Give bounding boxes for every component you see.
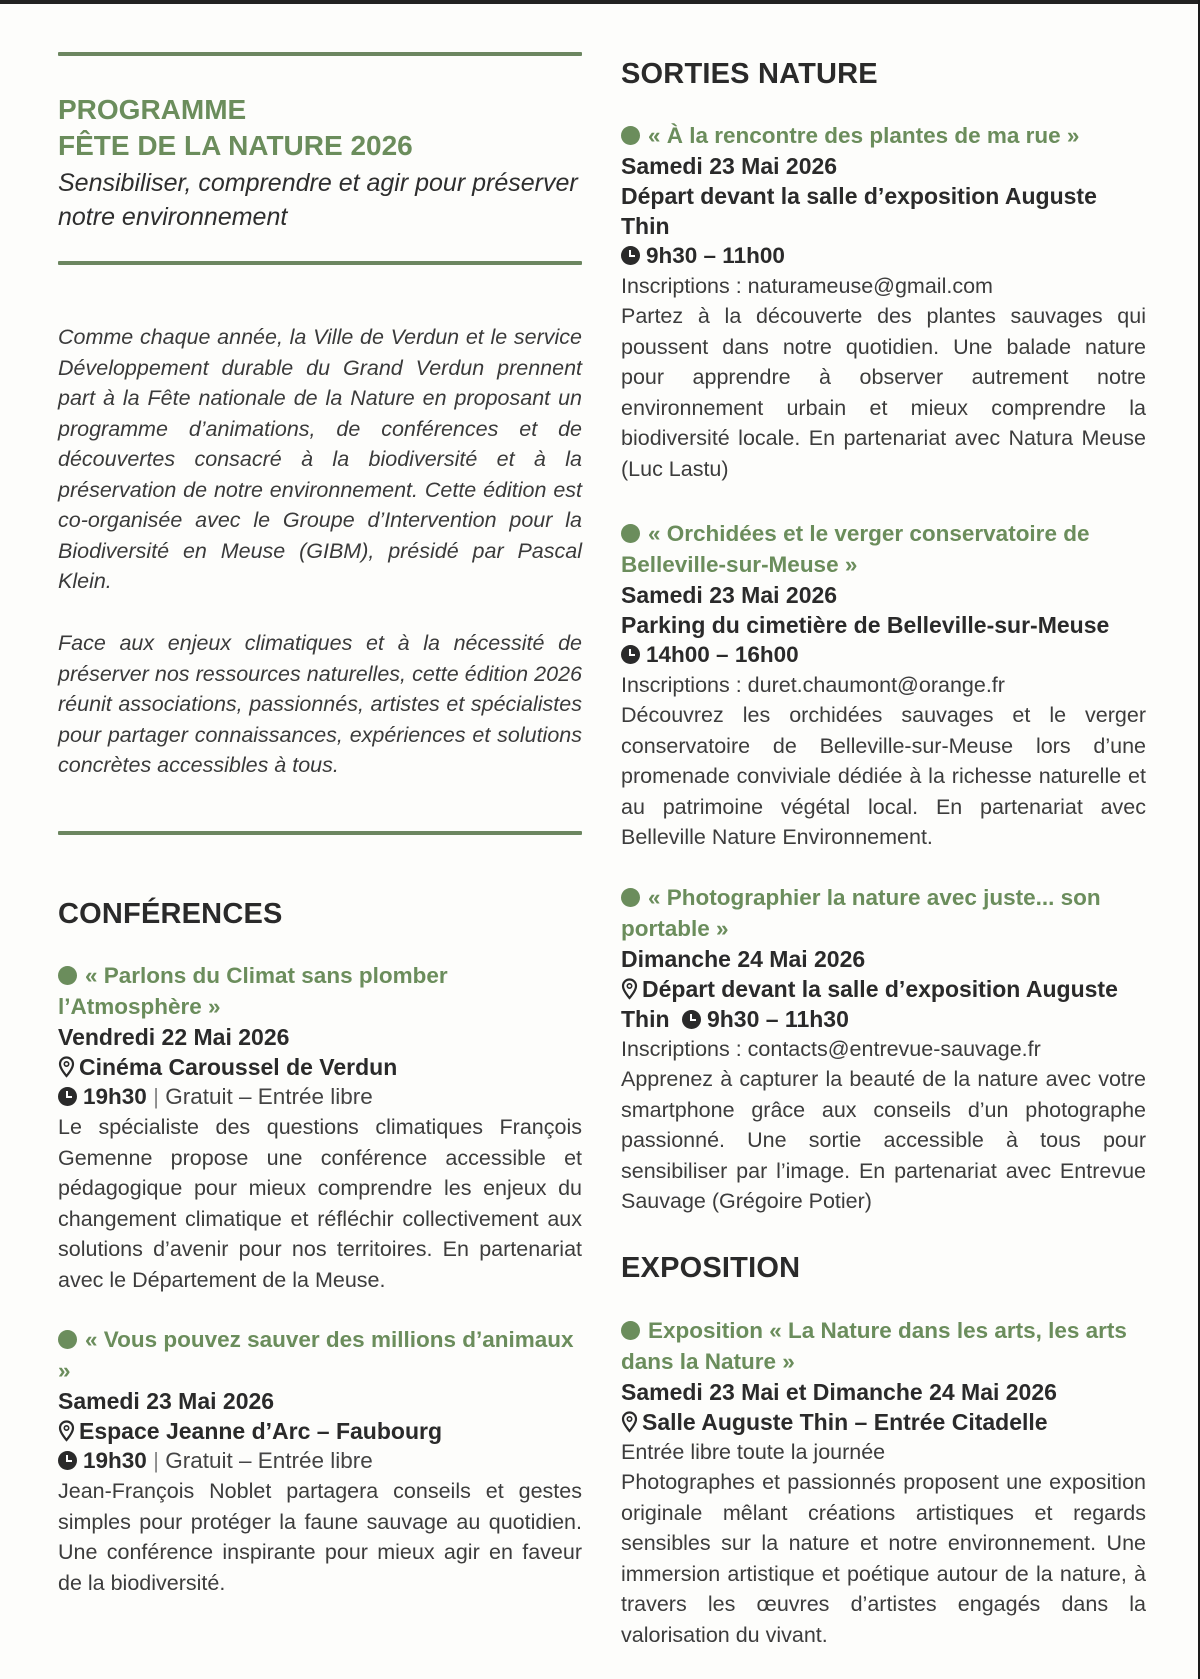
top-divider (58, 52, 582, 56)
event-title: « Orchidées et le verger conservatoire de Belleville-sur-Meuse » (621, 521, 1090, 577)
program-title-line1: PROGRAMME (58, 94, 247, 125)
event-title: « Vous pouvez sauver des millions d’animaux » (58, 1327, 574, 1383)
event-time-row (58, 1082, 582, 1112)
separator: | (153, 1448, 159, 1473)
conference-item (58, 960, 582, 1295)
location-pin-icon (58, 1056, 75, 1078)
outing-item (621, 518, 1146, 853)
outing-item (621, 882, 1146, 1217)
event-description: Photographes et passionnés proposent une exposition originale mêlant créations artistiques et regards sensibles sur la nature et notre environnement. Une immersion artistique et poétique autour de la nature, à travers les œuvres d’artistes engagés dans la valorisation du vivant. (621, 1470, 1146, 1647)
event-price: Gratuit – Entrée libre (165, 1084, 373, 1109)
event-description: Apprenez à capturer la beauté de la nature avec votre smartphone grâce aux conseils d’un photographe passionné. Une sortie accessible à tous pour sensibiliser par l’image. En partenariat avec Entrevue Sauvage (Grégoire Potier) (621, 1067, 1146, 1213)
program-title-line2: FÊTE DE LA NATURE 2026 (58, 130, 413, 161)
event-date: Samedi 23 Mai 2026 (621, 153, 838, 179)
location-pin-icon (621, 1411, 638, 1433)
intro-divider (58, 831, 582, 835)
separator: | (153, 1084, 159, 1109)
event-date: Samedi 23 Mai 2026 (58, 1388, 275, 1414)
event-place: Salle Auguste Thin – Entrée Citadelle (621, 1407, 1146, 1437)
event-date: Vendredi 22 Mai 2026 (58, 1024, 290, 1050)
location-pin-icon (621, 978, 638, 1000)
event-date: Samedi 23 Mai 2026 (621, 582, 838, 608)
event-title: « À la rencontre des plantes de ma rue » (621, 120, 1146, 151)
program-subtitle: Sensibiliser, comprendre et agir pour préserver notre environnement (58, 169, 578, 231)
clock-icon (58, 1451, 77, 1470)
event-time: 9h30 – 11h00 (646, 243, 785, 268)
event-time-row (58, 1446, 582, 1476)
event-time: 19h30 (83, 1084, 147, 1109)
event-place: Départ devant la salle d’exposition Auguste Thin (621, 976, 1118, 1032)
event-time: 14h00 – 16h00 (646, 642, 799, 667)
event-description: Le spécialiste des questions climatiques François Gemenne propose une conférence accessible et pédagogique pour mieux comprendre les enjeux du changement climatique et réfléchir collectivement aux solutions d’avenir pour nos territoires. En partenariat avec le Département de la Meuse. (58, 1115, 582, 1292)
sorties-nature-heading: SORTIES NATURE (621, 58, 878, 90)
event-registration: Inscriptions : contacts@entrevue-sauvage.fr (621, 1037, 1041, 1061)
event-place: Cinéma Caroussel de Verdun (58, 1052, 582, 1082)
clock-icon (621, 246, 640, 265)
conferences-heading: CONFÉRENCES (58, 898, 283, 930)
clock-icon (621, 645, 640, 664)
bullet-dot-icon (621, 126, 640, 145)
event-description: Jean-François Noblet partagera conseils et gestes simples pour protéger la faune sauvage au quotidien. Une conférence inspirante pour mieux agir en faveur de la biodiversité. (58, 1479, 582, 1595)
event-date: Samedi 23 Mai et Dimanche 24 Mai 2026 (621, 1379, 1057, 1405)
event-title: « Parlons du Climat sans plomber l’Atmosphère » (58, 963, 448, 1019)
event-time-row (621, 241, 1146, 271)
intro-paragraph-2: Face aux enjeux climatiques et à la nécessité de préserver nos ressources naturelles, cette édition 2026 réunit associations, passionnés, artistes et spécialistes pour partager connaissances, expériences et solutions concrètes accessibles à tous. (58, 631, 582, 777)
event-time: 19h30 (83, 1448, 147, 1473)
event-registration: Inscriptions : duret.chaumont@orange.fr (621, 673, 1005, 697)
event-note: Entrée libre toute la journée (621, 1440, 886, 1464)
event-date: Dimanche 24 Mai 2026 (621, 946, 866, 972)
header-divider (58, 261, 582, 265)
event-place-time (621, 974, 1146, 1034)
program-header (58, 92, 582, 234)
event-title: « Photographier la nature avec juste... son portable » (621, 885, 1101, 941)
event-time-row (621, 640, 1146, 670)
intro-paragraph-1: Comme chaque année, la Ville de Verdun et le service Développement durable du Grand Verdun prennent part à la Fête nationale de la Nature en proposant un programme d’animations, de conférences et de découvertes consacré à la biodiversité et à la préservation de notre environnement. Cette édition est co-organisée avec le Groupe d’Intervention pour la Biodiversité en Meuse (GIBM), présidé par Pascal Klein. (58, 325, 582, 593)
bullet-dot-icon (621, 888, 640, 907)
exposition-heading: EXPOSITION (621, 1252, 801, 1284)
event-place: Espace Jeanne d’Arc – Faubourg (58, 1416, 582, 1446)
conference-item (58, 1324, 582, 1598)
event-price: Gratuit – Entrée libre (165, 1448, 373, 1473)
clock-icon (682, 1010, 701, 1029)
event-time: 9h30 – 11h30 (706, 1006, 849, 1032)
event-title: Exposition « La Nature dans les arts, les arts dans la Nature » (621, 1318, 1127, 1374)
location-pin-icon (58, 1420, 75, 1442)
outing-item (621, 120, 1146, 484)
bullet-dot-icon (621, 524, 640, 543)
bullet-dot-icon (621, 1321, 640, 1340)
event-description: Partez à la découverte des plantes sauvages qui poussent dans notre quotidien. Une balade nature pour apprendre à observer autrement notre environnement urbain et mieux comprendre la biodiversité locale. En partenariat avec Natura Meuse (Luc Lastu) (621, 304, 1146, 481)
event-place: Départ devant la salle d’exposition Auguste Thin (621, 183, 1097, 239)
event-description: Découvrez les orchidées sauvages et le verger conservatoire de Belleville-sur-Meuse lors d’une promenade conviviale dédiée à la richesse naturelle et au patrimoine végétal local. En partenariat avec Belleville Nature Environnement. (621, 703, 1146, 849)
event-registration: Inscriptions : naturameuse@gmail.com (621, 274, 993, 298)
event-place: Parking du cimetière de Belleville-sur-Meuse (621, 612, 1110, 638)
bullet-dot-icon (58, 1330, 77, 1349)
exhibition-item (621, 1315, 1146, 1650)
clock-icon (58, 1087, 77, 1106)
bullet-dot-icon (58, 966, 77, 985)
